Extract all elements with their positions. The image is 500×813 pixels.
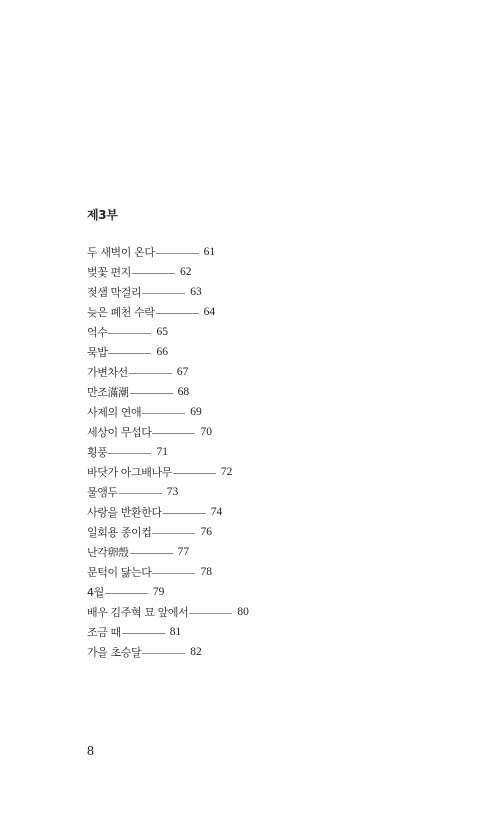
toc-entry bbox=[87, 562, 249, 582]
entry-title: 만조滿潮 bbox=[87, 386, 129, 399]
entry-page-number: 68 bbox=[177, 386, 190, 398]
entry-title: 난각卵殼 bbox=[87, 546, 129, 559]
toc-entry bbox=[87, 282, 249, 302]
section-title: 제3부 bbox=[87, 208, 118, 222]
entry-page-number: 61 bbox=[203, 246, 216, 258]
toc-entry bbox=[87, 542, 249, 562]
entry-title: 가을 초승달 bbox=[87, 646, 142, 659]
entry-title: 조금 때 bbox=[87, 626, 121, 639]
entry-title: 가변차선 bbox=[87, 366, 128, 379]
entry-page-number: 74 bbox=[210, 506, 223, 518]
leader-line bbox=[142, 413, 185, 414]
entry-title: 두 새벽이 온다 bbox=[87, 246, 155, 259]
entry-title: 늦은 폐천 수락 bbox=[87, 306, 155, 319]
entry-page-number: 71 bbox=[156, 446, 168, 458]
entry-page-number: 62 bbox=[180, 266, 192, 278]
toc-entry bbox=[87, 502, 249, 522]
toc-entry bbox=[87, 462, 249, 482]
leader-line bbox=[130, 393, 173, 394]
leader-line bbox=[119, 493, 162, 494]
leader-line bbox=[132, 273, 175, 274]
leader-line bbox=[152, 433, 195, 434]
entry-page-number: 77 bbox=[177, 546, 190, 558]
entry-title: 4월 bbox=[87, 586, 104, 599]
entry-page-number: 67 bbox=[176, 366, 189, 378]
leader-line bbox=[142, 653, 185, 654]
entry-title: 일회용 종이컵 bbox=[87, 526, 152, 539]
leader-line bbox=[108, 333, 151, 334]
leader-line bbox=[130, 553, 173, 554]
entry-title: 묵밥 bbox=[87, 346, 108, 359]
page-number: 8 bbox=[87, 744, 94, 759]
entry-title: 억수 bbox=[87, 326, 108, 339]
entry-page-number: 76 bbox=[200, 526, 212, 538]
toc-entry bbox=[87, 622, 249, 642]
leader-line bbox=[108, 353, 151, 354]
entry-page-number: 64 bbox=[203, 306, 216, 318]
entry-page-number: 65 bbox=[156, 326, 168, 338]
entry-title: 바닷가 아그배나무 bbox=[87, 466, 172, 479]
table-of-contents bbox=[87, 242, 249, 662]
leader-line bbox=[152, 533, 195, 534]
entry-page-number: 69 bbox=[190, 406, 202, 418]
toc-entry bbox=[87, 442, 249, 462]
entry-page-number: 66 bbox=[156, 346, 168, 358]
toc-entry bbox=[87, 482, 249, 502]
entry-title: 사랑을 반환한다 bbox=[87, 506, 162, 519]
entry-page-number: 79 bbox=[152, 586, 165, 598]
toc-entry bbox=[87, 262, 249, 282]
leader-line bbox=[156, 253, 199, 254]
toc-entry bbox=[87, 642, 249, 662]
entry-page-number: 73 bbox=[166, 486, 179, 498]
entry-page-number: 72 bbox=[220, 466, 233, 478]
toc-entry bbox=[87, 582, 249, 602]
leader-line bbox=[156, 313, 199, 314]
entry-title: 사제의 연애 bbox=[87, 406, 142, 419]
toc-entry bbox=[87, 362, 249, 382]
toc-entry bbox=[87, 302, 249, 322]
leader-line bbox=[142, 293, 185, 294]
leader-line bbox=[105, 593, 148, 594]
entry-page-number: 81 bbox=[169, 626, 182, 638]
entry-title: 젖샘 막걸리 bbox=[87, 286, 142, 299]
entry-page-number: 82 bbox=[190, 646, 202, 658]
leader-line bbox=[129, 373, 172, 374]
entry-page-number: 80 bbox=[237, 606, 249, 618]
leader-line bbox=[152, 573, 195, 574]
entry-title: 물앵두 bbox=[87, 486, 118, 499]
toc-entry bbox=[87, 602, 249, 622]
toc-entry bbox=[87, 322, 249, 342]
leader-line bbox=[108, 453, 151, 454]
toc-entry bbox=[87, 522, 249, 542]
toc-entry bbox=[87, 242, 249, 262]
entry-page-number: 63 bbox=[190, 286, 202, 298]
leader-line bbox=[163, 513, 206, 514]
entry-page-number: 70 bbox=[200, 426, 212, 438]
entry-title: 횡풍 bbox=[87, 446, 108, 459]
entry-title: 벚꽃 편지 bbox=[87, 266, 132, 279]
toc-entry bbox=[87, 422, 249, 442]
entry-title: 배우 김주혁 묘 앞에서 bbox=[87, 606, 189, 619]
leader-line bbox=[189, 613, 232, 614]
entry-title: 문턱이 닳는다 bbox=[87, 566, 152, 579]
toc-entry bbox=[87, 382, 249, 402]
entry-title: 세상이 무섭다 bbox=[87, 426, 152, 439]
toc-entry bbox=[87, 402, 249, 422]
leader-line bbox=[173, 473, 216, 474]
toc-entry bbox=[87, 342, 249, 362]
entry-page-number: 78 bbox=[200, 566, 212, 578]
leader-line bbox=[122, 633, 165, 634]
